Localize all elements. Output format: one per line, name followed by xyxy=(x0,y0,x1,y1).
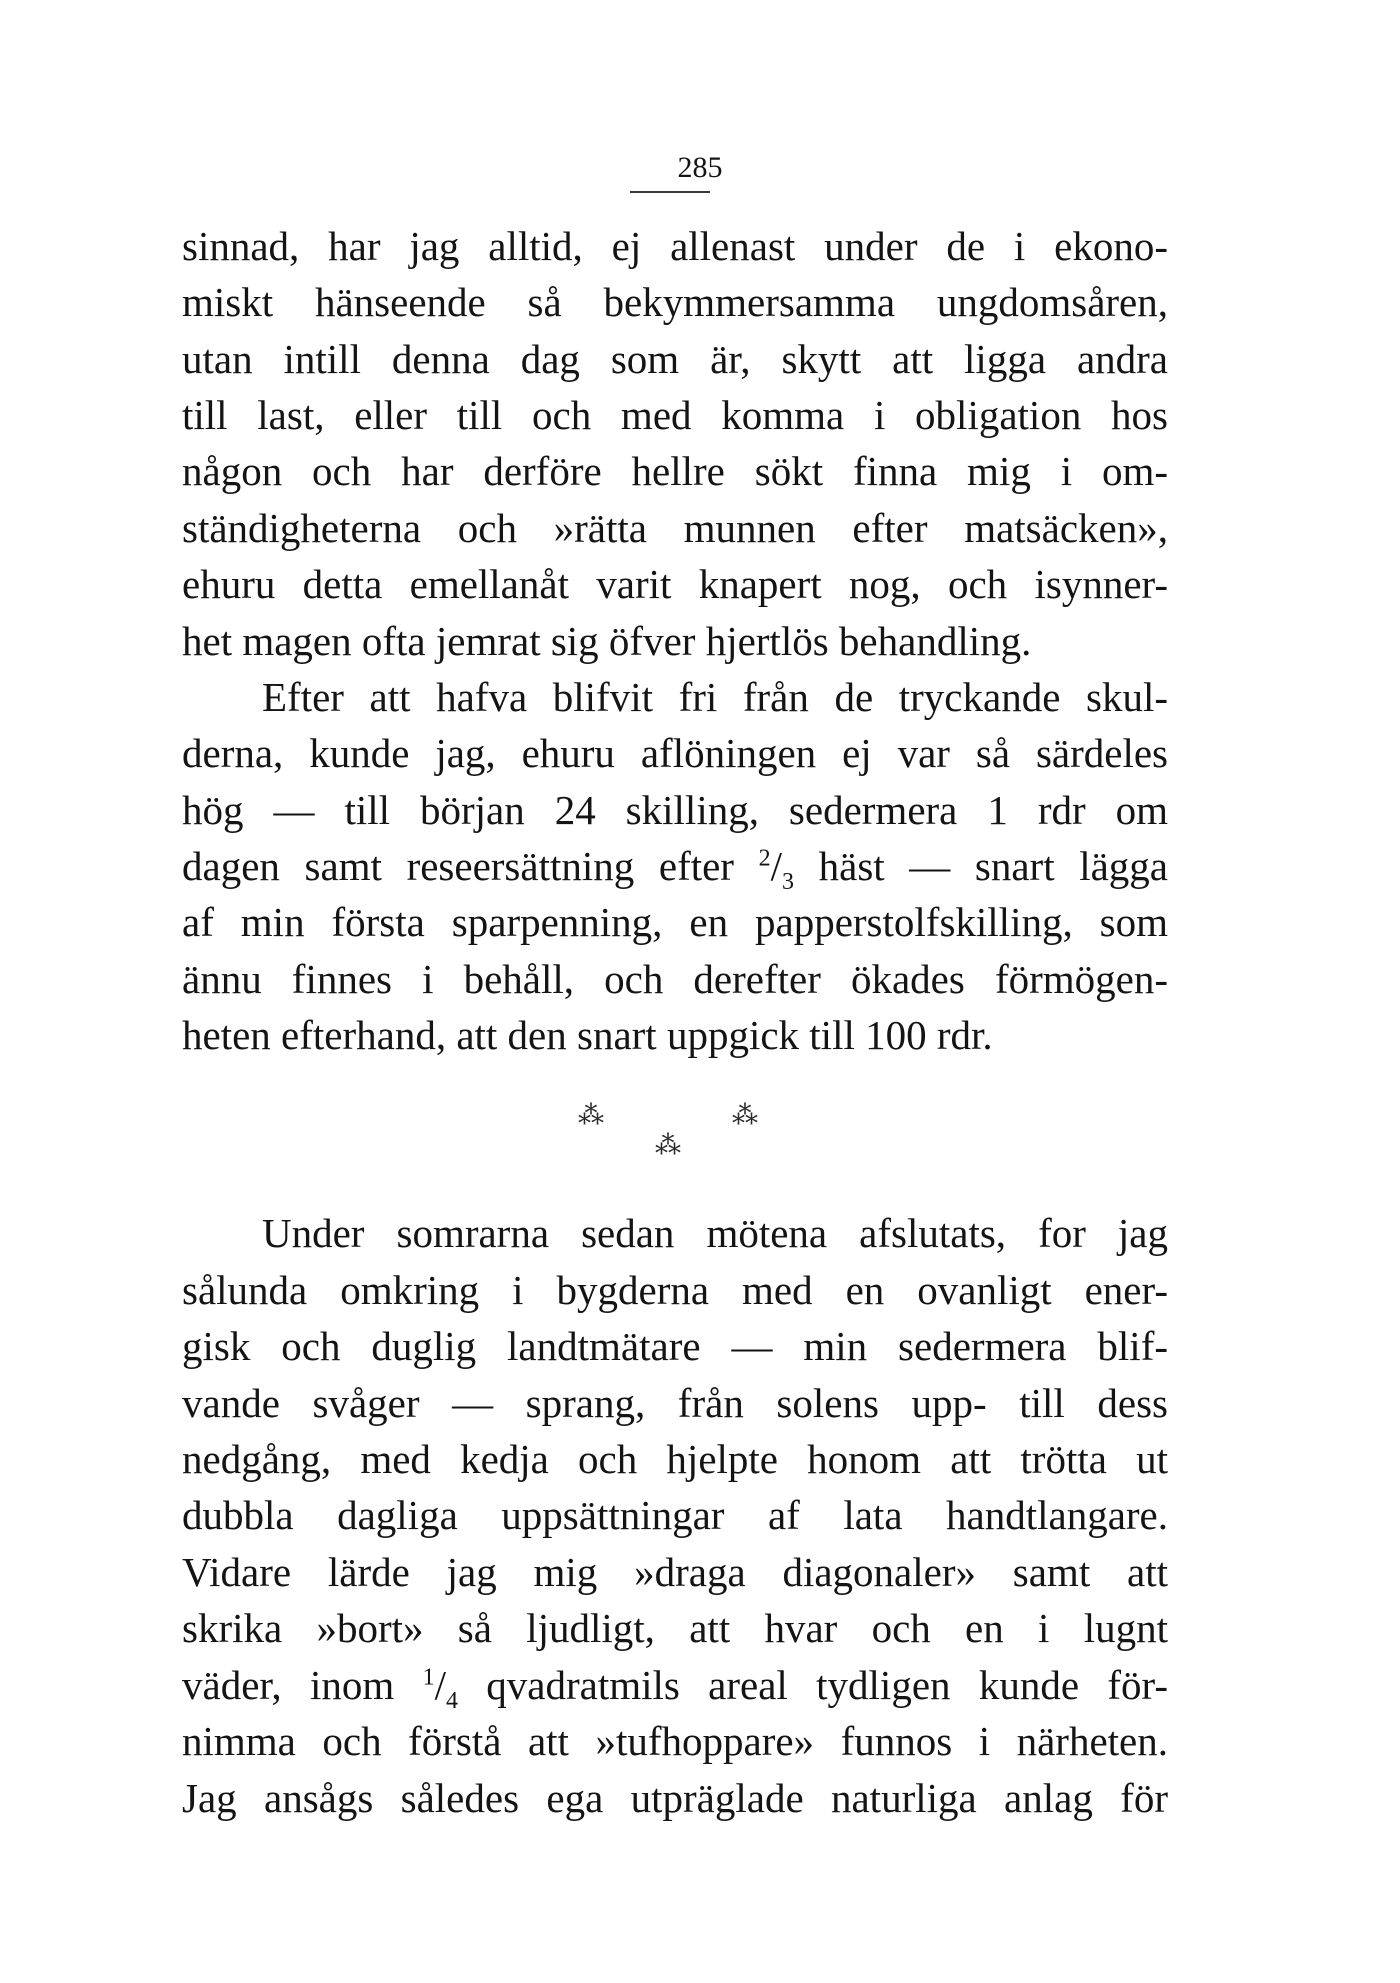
line-text: häst — snart lägga xyxy=(794,843,1168,889)
text-line: gisk och duglig landtmätare — min sedermera blif- xyxy=(182,1323,1168,1369)
page-number: 285 xyxy=(677,151,723,184)
line-text: dagen samt reseersättning efter xyxy=(182,843,759,889)
text-line: Jag ansågs således ega utpräglade naturliga anlag för xyxy=(182,1775,1168,1821)
text-line: Vidare lärde jag mig »draga diagonaler» samt att xyxy=(182,1549,1168,1595)
fraction-denominator: 3 xyxy=(782,869,794,894)
fraction-slash: / xyxy=(434,1662,446,1708)
text-line: het magen ofta jemrat sig öfver hjertlös behandling. xyxy=(182,618,1032,664)
text-line: heten efterhand, att den snart uppgick till 100 rdr. xyxy=(182,1012,993,1058)
text-line: Efter att hafva blifvit fri från de tryckande skul- xyxy=(262,674,1168,720)
text-line: ehuru detta emellanåt varit knapert nog, och isynner- xyxy=(182,561,1168,607)
text-line: sinnad, har jag alltid, ej allenast under de i ekono- xyxy=(182,223,1168,269)
text-line-with-fraction xyxy=(182,838,1168,894)
page-number-rule xyxy=(630,191,710,193)
asterism-glyph: ⁂ xyxy=(655,1131,681,1160)
fraction-numerator: 1 xyxy=(422,1664,435,1691)
text-line: miskt hänseende så bekymmersamma ungdomsåren, xyxy=(182,279,1168,325)
fraction-numerator: 2 xyxy=(758,845,771,872)
text-line: dubbla dagliga uppsättningar af lata handtlangare. xyxy=(182,1492,1168,1538)
text-line-with-fraction xyxy=(182,1657,1168,1713)
text-line: någon och har derföre hellre sökt finna mig i om- xyxy=(182,448,1168,494)
text-line: af min första sparpenning, en papperstolfskilling, som xyxy=(182,899,1168,945)
asterism-glyph: ⁂ xyxy=(732,1101,758,1130)
text-line: hög — till början 24 skilling, sedermera 1 rdr om xyxy=(182,787,1168,833)
text-line: utan intill denna dag som är, skytt att ligga andra xyxy=(182,336,1168,382)
line-text: qvadratmils areal tydligen kunde för- xyxy=(457,1662,1168,1708)
line-text: väder, inom xyxy=(182,1662,423,1708)
text-line: Under somrarna sedan mötena afslutats, for jag xyxy=(262,1210,1168,1256)
text-line: nedgång, med kedja och hjelpte honom att trötta ut xyxy=(182,1436,1168,1482)
text-line: till last, eller till och med komma i obligation hos xyxy=(182,392,1168,438)
asterism-glyph: ⁂ xyxy=(578,1101,604,1130)
text-line: ständigheterna och »rätta munnen efter matsäcken», xyxy=(182,505,1168,551)
text-line: vande svåger — sprang, från solens upp- till dess xyxy=(182,1380,1168,1426)
text-line: ännu finnes i behåll, och derefter ökades förmögen- xyxy=(182,956,1168,1002)
text-line: derna, kunde jag, ehuru aflöningen ej var så särdeles xyxy=(182,730,1168,776)
fraction-slash: / xyxy=(770,843,782,889)
fraction-denominator: 4 xyxy=(445,1688,458,1713)
text-line: nimma och förstå att »tufhoppare» funnos i närheten. xyxy=(182,1718,1168,1764)
text-line: skrika »bort» så ljudligt, att hvar och en i lugnt xyxy=(182,1605,1168,1651)
text-line: sålunda omkring i bygderna med en ovanligt ener- xyxy=(182,1267,1168,1313)
